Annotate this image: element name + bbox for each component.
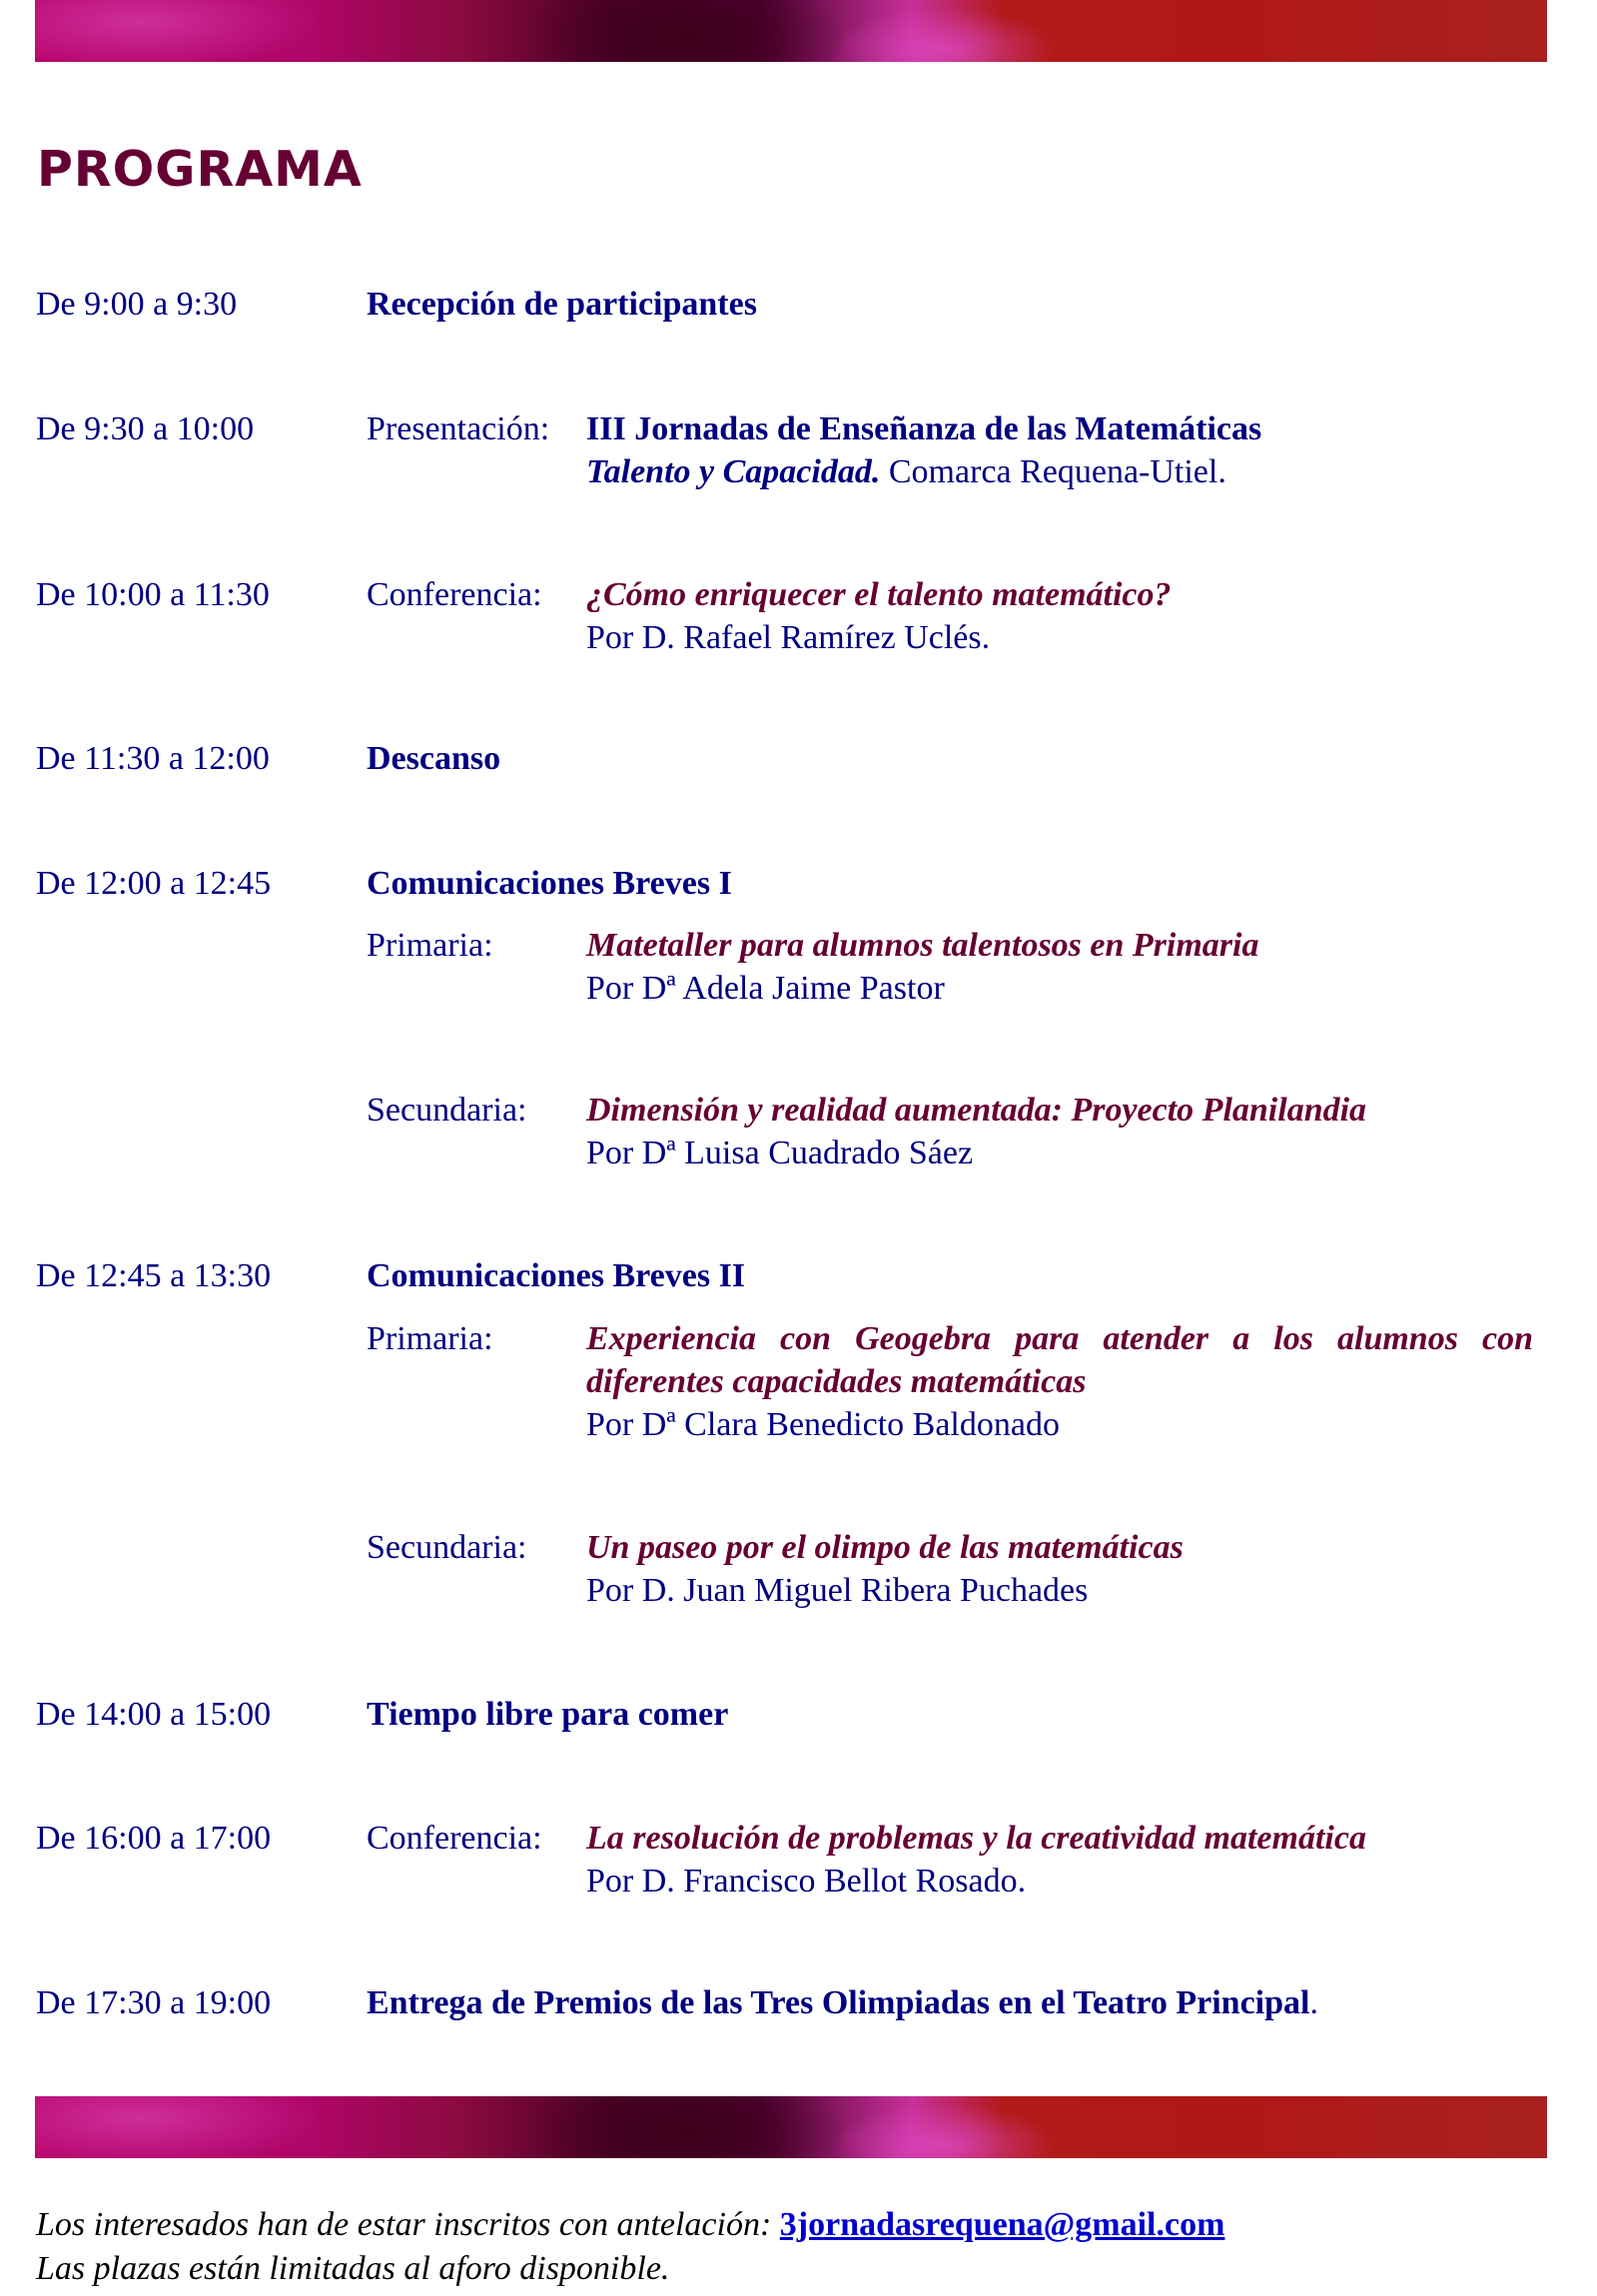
session-heading: Entrega de Premios de las Tres Olimpiadas en el Teatro Principal bbox=[367, 1984, 1310, 2021]
registration-note bbox=[36, 2203, 1224, 2247]
talk-title: Un paseo por el olimpo de las matemáticas bbox=[586, 1529, 1184, 1566]
session-heading-wrapper bbox=[367, 1981, 1318, 2024]
time-slot: De 12:00 a 12:45 bbox=[36, 865, 272, 902]
session-type-label: Presentación: bbox=[367, 410, 550, 447]
event-subtitle bbox=[586, 450, 1533, 493]
talk-title: Matetaller para alumnos talentosos en Primaria bbox=[586, 927, 1259, 964]
session-content bbox=[586, 1526, 1533, 1612]
talk-title: Dimensión y realidad aumentada: Proyecto Planilandia bbox=[586, 1092, 1367, 1129]
speaker-name: Por Dª Luisa Cuadrado Sáez bbox=[586, 1135, 974, 1171]
time-slot: De 12:45 a 13:30 bbox=[36, 1257, 272, 1294]
time-slot: De 16:00 a 17:00 bbox=[36, 1820, 272, 1857]
event-title: III Jornadas de Enseñanza de las Matemáticas bbox=[586, 410, 1262, 447]
session-content bbox=[586, 1817, 1533, 1903]
session-content bbox=[586, 924, 1533, 1010]
session-content bbox=[586, 407, 1533, 493]
session-type-label: Conferencia: bbox=[367, 576, 542, 613]
session-level-label: Secundaria: bbox=[367, 1529, 527, 1566]
speaker-name: Por Dª Clara Benedicto Baldonado bbox=[586, 1406, 1060, 1443]
page-title: PROGRAMA bbox=[37, 141, 363, 198]
session-heading: Tiempo libre para comer bbox=[367, 1696, 729, 1733]
talk-title: Experiencia con Geogebra para atender a los alumnos con diferentes capacidades matemáticas bbox=[586, 1320, 1533, 1400]
registration-email-link[interactable]: 3jornadasrequena@gmail.com bbox=[779, 2206, 1225, 2243]
bottom-decorative-banner bbox=[35, 2096, 1547, 2158]
time-slot: De 17:30 a 19:00 bbox=[36, 1984, 272, 2021]
session-level-label: Secundaria: bbox=[367, 1092, 527, 1129]
time-slot: De 9:30 a 10:00 bbox=[36, 410, 255, 447]
top-decorative-banner bbox=[35, 0, 1547, 62]
session-type-label: Conferencia: bbox=[367, 1820, 542, 1857]
session-content bbox=[586, 1089, 1533, 1174]
time-slot: De 10:00 a 11:30 bbox=[36, 576, 270, 613]
session-level-label: Primaria: bbox=[367, 927, 493, 964]
time-slot: De 11:30 a 12:00 bbox=[36, 740, 270, 777]
session-content bbox=[586, 1317, 1533, 1446]
heading-period: . bbox=[1309, 1984, 1318, 2021]
session-heading: Comunicaciones Breves I bbox=[367, 865, 732, 902]
time-slot: De 14:00 a 15:00 bbox=[36, 1696, 272, 1733]
talk-title: La resolución de problemas y la creatividad matemática bbox=[586, 1820, 1366, 1857]
time-slot: De 9:00 a 9:30 bbox=[36, 286, 238, 323]
speaker-name: Por Dª Adela Jaime Pastor bbox=[586, 970, 945, 1007]
registration-text: Los interesados han de estar inscritos con antelación: bbox=[36, 2206, 780, 2243]
speaker-name: Por D. Rafael Ramírez Uclés. bbox=[586, 619, 991, 656]
event-subtitle-emphasis: Talento y Capacidad. bbox=[586, 453, 881, 490]
session-heading: Descanso bbox=[367, 740, 501, 777]
event-subtitle-rest: Comarca Requena-Utiel. bbox=[880, 453, 1226, 490]
talk-title: ¿Cómo enriquecer el talento matemático? bbox=[586, 576, 1172, 613]
session-level-label: Primaria: bbox=[367, 1320, 493, 1357]
capacity-note: Las plazas están limitadas al aforo disponible. bbox=[36, 2250, 670, 2287]
speaker-name: Por D. Francisco Bellot Rosado. bbox=[586, 1863, 1027, 1900]
speaker-name: Por D. Juan Miguel Ribera Puchades bbox=[586, 1572, 1089, 1609]
session-heading: Recepción de participantes bbox=[367, 286, 757, 323]
session-heading: Comunicaciones Breves II bbox=[367, 1257, 746, 1294]
session-content bbox=[586, 573, 1533, 659]
